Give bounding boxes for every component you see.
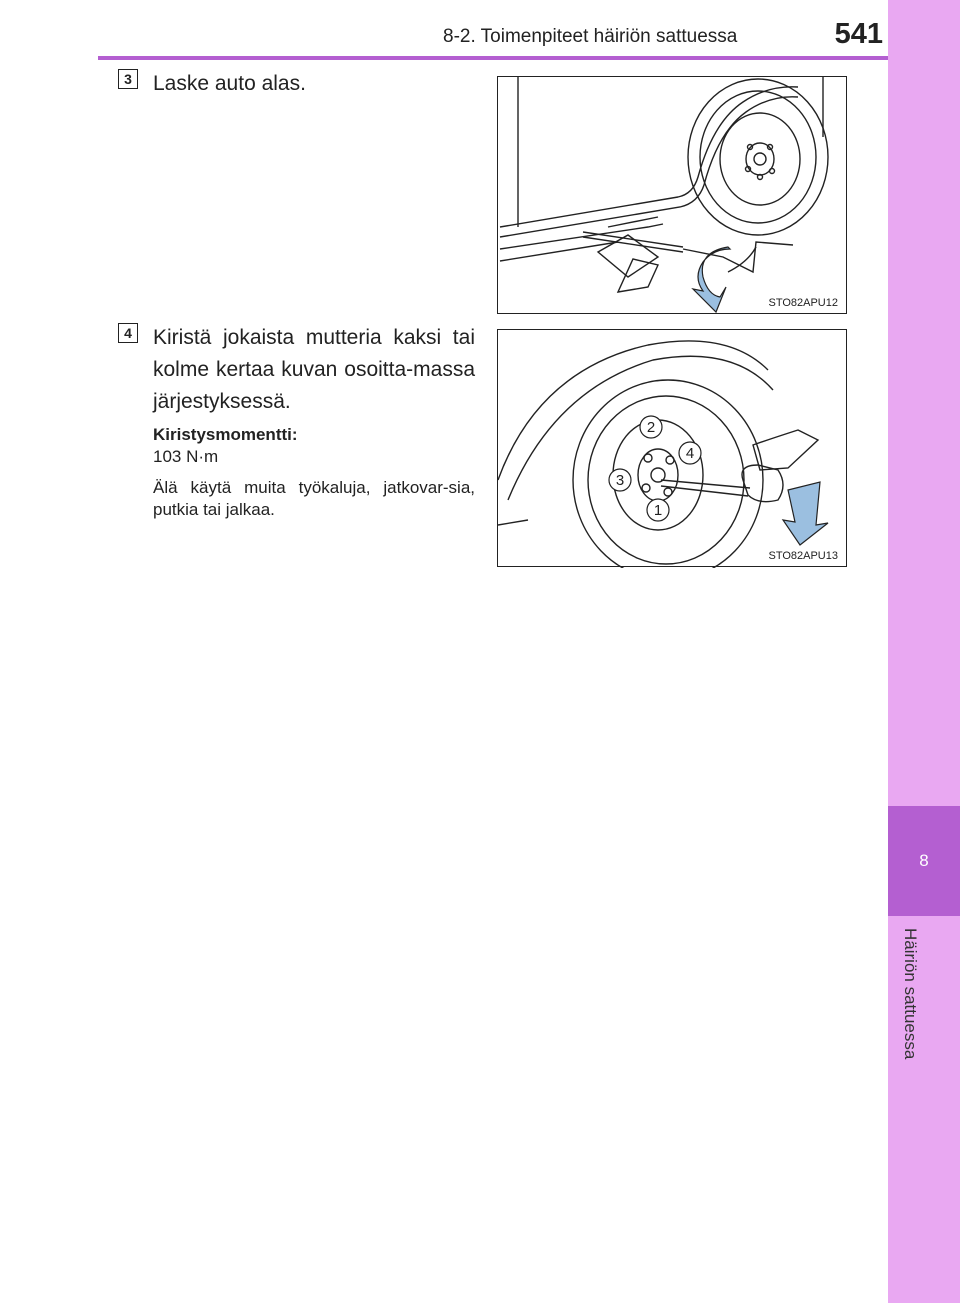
rotation-arrow-icon bbox=[693, 247, 730, 312]
jack-lowering-drawing bbox=[498, 77, 848, 315]
chapter-side-tab bbox=[888, 0, 960, 1303]
step-4-badge: 4 bbox=[118, 323, 138, 343]
down-arrow-icon bbox=[783, 482, 828, 545]
tool-warning-note: Älä käytä muita työkaluja, jatkovar-sia, putkia tai jalkaa. bbox=[153, 478, 475, 519]
torque-value: 103 N·m bbox=[153, 447, 219, 466]
nut-label: 4 bbox=[685, 445, 695, 462]
nut-label: 1 bbox=[653, 502, 663, 519]
step-4-text: Kiristä jokaista mutteria kaksi tai kolme kertaa kuvan osoitta-massa järjestyksessä. bbox=[153, 326, 475, 413]
section-title: 8-2. Toimenpiteet häiriön sattuessa bbox=[443, 26, 738, 47]
nut-label: 3 bbox=[615, 472, 625, 489]
step-3-text: Laske auto alas. bbox=[153, 72, 306, 95]
nut-label: 2 bbox=[646, 419, 656, 436]
lower-vehicle-illustration bbox=[497, 76, 847, 314]
chapter-label: Häiriön sattuessa bbox=[901, 928, 920, 1060]
tightening-order-drawing bbox=[498, 330, 848, 568]
tighten-nuts-illustration bbox=[497, 329, 847, 567]
step-3-badge: 3 bbox=[118, 69, 138, 89]
figure-code: STO82APU13 bbox=[768, 550, 838, 562]
header-divider bbox=[98, 56, 888, 60]
figure-code: STO82APU12 bbox=[768, 297, 838, 309]
chapter-number: 8 bbox=[888, 806, 960, 916]
torque-label: Kiristysmomentti: bbox=[153, 425, 298, 444]
page-number: 541 bbox=[834, 18, 883, 50]
